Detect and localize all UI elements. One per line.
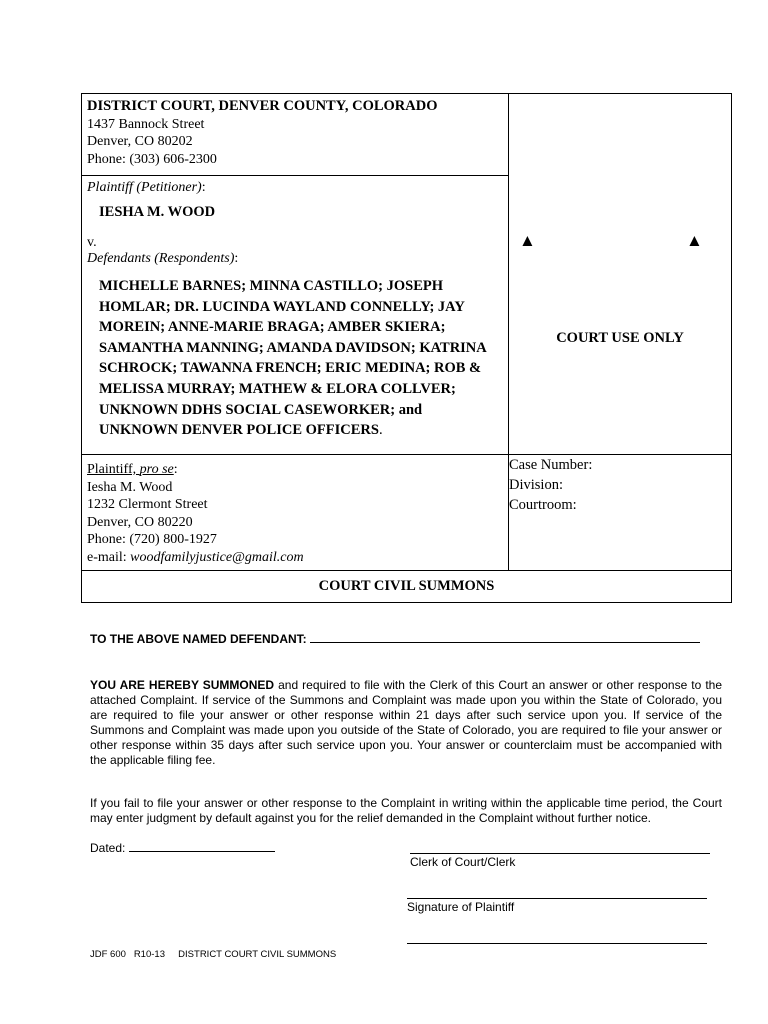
pro-se-label: Plaintiff, pro se: [87, 462, 178, 477]
case-info-cell [509, 455, 732, 571]
form-title: COURT CIVIL SUMMONS [82, 571, 732, 603]
pro-se-phone: Phone: (720) 800-1927 [87, 532, 217, 547]
extra-signature-line[interactable] [407, 943, 707, 944]
summons-paragraph: YOU ARE HEREBY SUMMONED and required to file with the Clerk of this Court an answer or other response to the attached Complaint. If service of the Summons and Complaint was made upon you within the State of Colorado, you are required to file your answer or other response within 21 days after such service upon you. If service of the Summons and Complaint was made upon you outside of the State of Colorado, you are required to file your answer or other response within 35 days after such service upon you. Your answer or counterclaim must be accompanied with the applicable filing fee. [90, 678, 722, 767]
dated-line: Dated: [90, 841, 390, 856]
parties-cell [82, 176, 509, 455]
division-label: Division: [509, 477, 563, 493]
defendants-label: Defendants (Respondents): [87, 251, 239, 266]
triangle-up-icon: ▲ [519, 231, 536, 250]
pro-se-street: 1232 Clermont Street [87, 497, 208, 512]
defendant-name-blank[interactable] [310, 642, 700, 643]
pro-se-email: e-mail: woodfamilyjustice@gmail.com [87, 549, 304, 565]
pro-se-cell [82, 455, 509, 571]
pro-se-name: Iesha M. Wood [87, 479, 173, 495]
to-defendant-line: TO THE ABOVE NAMED DEFENDANT: [90, 632, 722, 647]
default-notice-paragraph: If you fail to file your answer or other response to the Complaint in writing within the applicable time period, the Court may enter judgment by default against you for the relief demanded in the Complaint without further notice. [90, 796, 722, 825]
plaintiff-label: Plaintiff (Petitioner): [87, 180, 206, 195]
clerk-label: Clerk of Court/Clerk [410, 855, 516, 869]
defendants-list: MICHELLE BARNES; MINNA CASTILLO; JOSEPH HOMLAR; DR. LUCINDA WAYLAND CONNELLY; JAY MOREIN; ANNE-MARIE BRAGA; AMBER SKIERA; SAMANTHA MANNING; AMANDA DAVIDSON; KATRINA SCHROCK; TAWANNA FRENCH; ERIC MEDINA; ROB & MELISSA MURRAY; MATHEW & ELORA COLLVER; UNKNOWN DDHS SOCIAL CASEWORKER; and UNKNOWN DENVER POLICE OFFICERS. [99, 278, 486, 439]
dated-blank[interactable] [129, 851, 275, 852]
form-footer: JDF 600 R10-13 DISTRICT COURT CIVIL SUMMONS [90, 949, 337, 960]
court-use-only-label: COURT USE ONLY [556, 330, 684, 346]
plaintiff-name: IESHA M. WOOD [99, 204, 216, 220]
pro-se-city: Denver, CO 80220 [87, 514, 193, 530]
triangle-up-icon: ▲ [686, 231, 703, 250]
court-phone: Phone: (303) 606-2300 [87, 151, 217, 167]
court-city: Denver, CO 80202 [87, 134, 193, 149]
court-name: DISTRICT COURT, DENVER COUNTY, COLORADO [87, 98, 438, 114]
courtroom-label: Courtroom: [509, 497, 577, 513]
plaintiff-signature-line[interactable] [407, 898, 707, 899]
caption-table [81, 93, 732, 603]
versus: v. [87, 235, 97, 250]
clerk-signature-line[interactable] [410, 853, 710, 854]
case-number-label: Case Number: [509, 457, 593, 473]
signature-label: Signature of Plaintiff [407, 900, 515, 914]
court-street: 1437 Bannock Street [87, 116, 205, 132]
court-use-only-cell [509, 94, 732, 455]
court-info-cell [82, 94, 509, 176]
